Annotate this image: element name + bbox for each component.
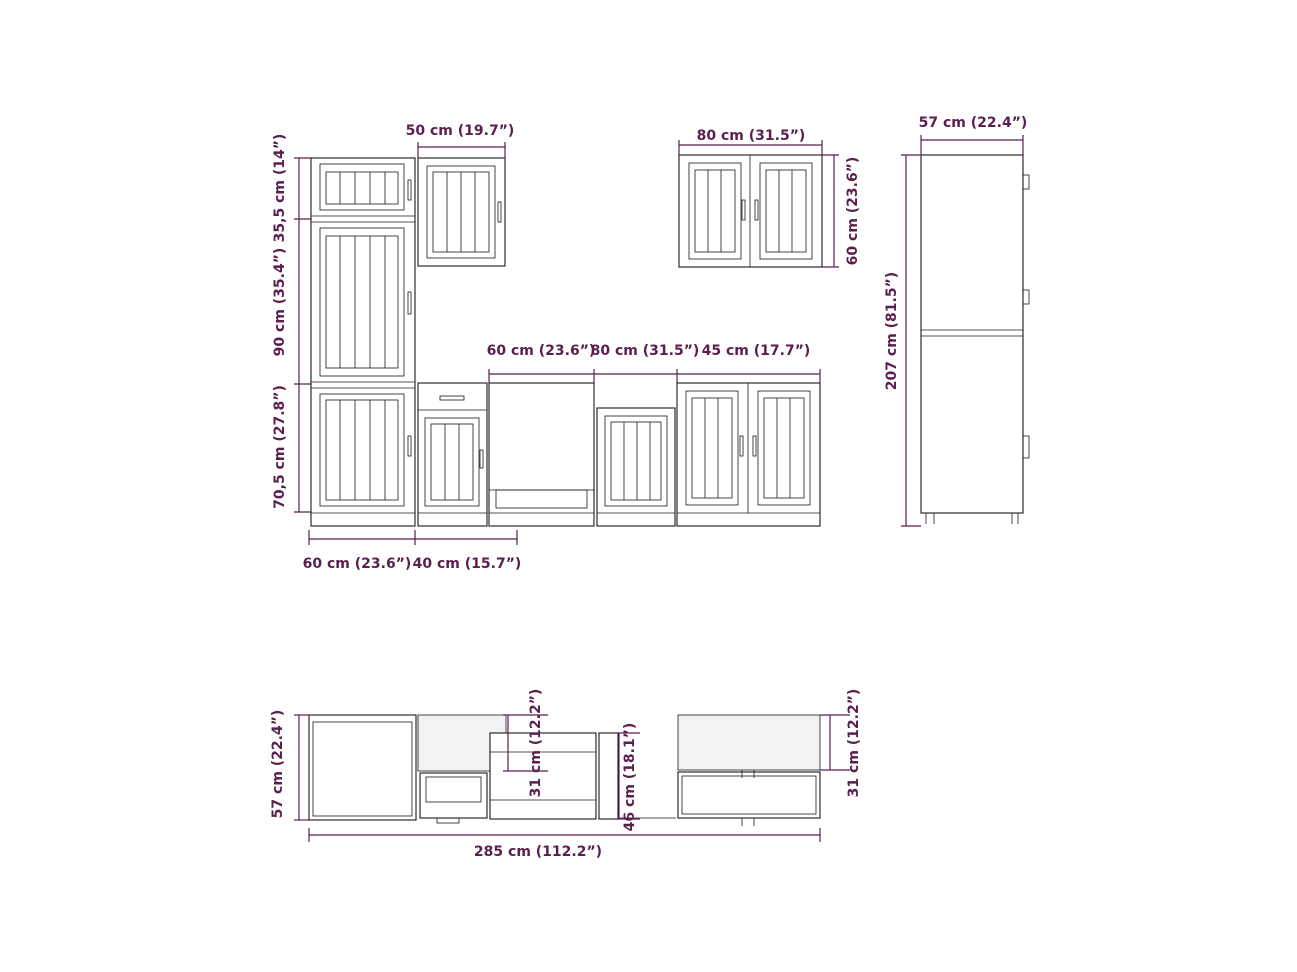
base-sink-cabinet-80 <box>597 408 675 526</box>
label-base-double-width: 45 cm (17.7”) <box>701 343 811 359</box>
base-oven-cabinet-60 <box>489 383 594 526</box>
label-plan-wall-depth-b: 31 cm (12.2”) <box>846 688 862 798</box>
label-base-drawer-width: 40 cm (15.7”) <box>412 556 522 572</box>
wall-cabinet-50 <box>418 158 505 266</box>
base-drawer-cabinet-40 <box>418 383 487 526</box>
label-tall-lower-height: 70,5 cm (27.8”) <box>272 385 288 509</box>
plan-view <box>309 715 820 826</box>
label-plan-depth: 57 cm (22.4”) <box>270 709 286 819</box>
wall-cabinet-80 <box>679 155 822 267</box>
label-wall50-width: 50 cm (19.7”) <box>405 123 515 139</box>
label-base-oven-width: 60 cm (23.6”) <box>486 343 596 359</box>
label-wall80-width: 80 cm (31.5”) <box>696 128 806 144</box>
label-plan-total-width: 285 cm (112.2”) <box>473 844 603 860</box>
label-side-height: 207 cm (81.5”) <box>884 271 900 391</box>
label-tall-middle-height: 90 cm (35.4”) <box>272 247 288 357</box>
label-base-sink-width: 80 cm (31.5”) <box>590 343 700 359</box>
tall-cabinet-side-view <box>921 155 1029 524</box>
label-plan-base-depth: 46 cm (18.1”) <box>622 722 638 832</box>
label-wall80-height: 60 cm (23.6”) <box>845 156 861 266</box>
label-tall-upper-height: 35,5 cm (14”) <box>272 133 288 243</box>
label-plan-wall-depth-a: 31 cm (12.2”) <box>528 688 544 798</box>
base-double-cabinet <box>677 383 820 526</box>
label-base-tall-width: 60 cm (23.6”) <box>302 556 412 572</box>
tall-cabinet <box>311 158 415 526</box>
label-side-depth: 57 cm (22.4”) <box>918 115 1028 131</box>
